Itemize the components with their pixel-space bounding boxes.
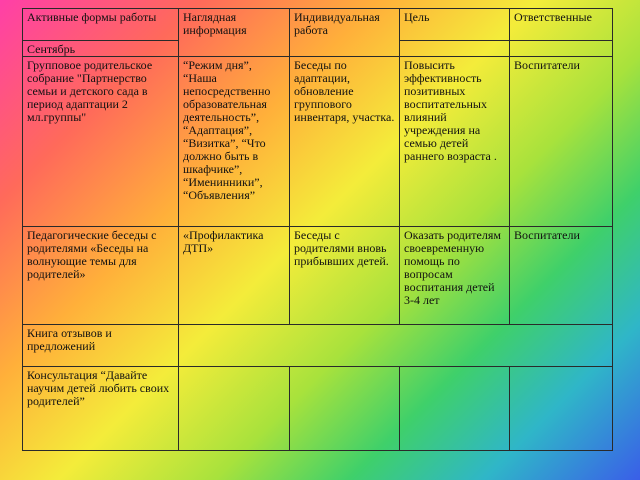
goal-cell: Повысить эффективность позитивных воспитательных влияний учреждения на семью детей раннего возраста . xyxy=(400,57,510,227)
responsible-cell: Воспитатели xyxy=(510,57,613,227)
table-row xyxy=(23,325,613,367)
individual-cell: Беседы по адаптации, обновление группового инвентаря, участка. xyxy=(290,57,400,227)
table-row xyxy=(23,367,613,451)
empty-cell xyxy=(400,367,510,451)
goal-cell: Оказать родителям своевременную помощь по вопросам воспитания детей 3-4 лет xyxy=(400,227,510,325)
empty-cell xyxy=(510,367,613,451)
form-cell: Групповое родительское собрание "Партнерство семьи и детского сада в период адаптации 2 мл.группы" xyxy=(23,57,179,227)
empty-merged-cell xyxy=(179,325,613,367)
work-plan-table xyxy=(22,8,613,451)
form-cell: Книга отзывов и предложений xyxy=(23,325,179,367)
header-cell-individual: Индивидуальная работа xyxy=(290,9,400,57)
header-cell-visual: Наглядная информация xyxy=(179,9,290,57)
responsible-cell: Воспитатели xyxy=(510,227,613,325)
form-cell: Консультация “Давайте научим детей любить своих родителей” xyxy=(23,367,179,451)
header-cell-goal: Цель xyxy=(400,9,510,41)
visual-cell: «Профилактика ДТП» xyxy=(179,227,290,325)
empty-cell xyxy=(290,367,400,451)
empty-cell xyxy=(179,367,290,451)
form-cell: Педагогические беседы с родителями «Беседы на волнующие темы для родителей» xyxy=(23,227,179,325)
month-cell: Сентябрь xyxy=(23,41,179,57)
individual-cell: Беседы с родителями вновь прибывших детей. xyxy=(290,227,400,325)
header-cell-forms: Активные формы работы xyxy=(23,9,179,41)
table-row xyxy=(23,227,613,325)
visual-cell: “Режим дня”, “Наша непосредственно образовательная деятельность”, “Адаптация”, “Визитка”, “Что должно быть в шкафчике”, “Именинники”, “Объявления” xyxy=(179,57,290,227)
month-empty-goal xyxy=(400,41,510,57)
table-row xyxy=(23,57,613,227)
header-cell-responsible: Ответственные xyxy=(510,9,613,41)
month-empty-responsible xyxy=(510,41,613,57)
table-header-row xyxy=(23,9,613,41)
